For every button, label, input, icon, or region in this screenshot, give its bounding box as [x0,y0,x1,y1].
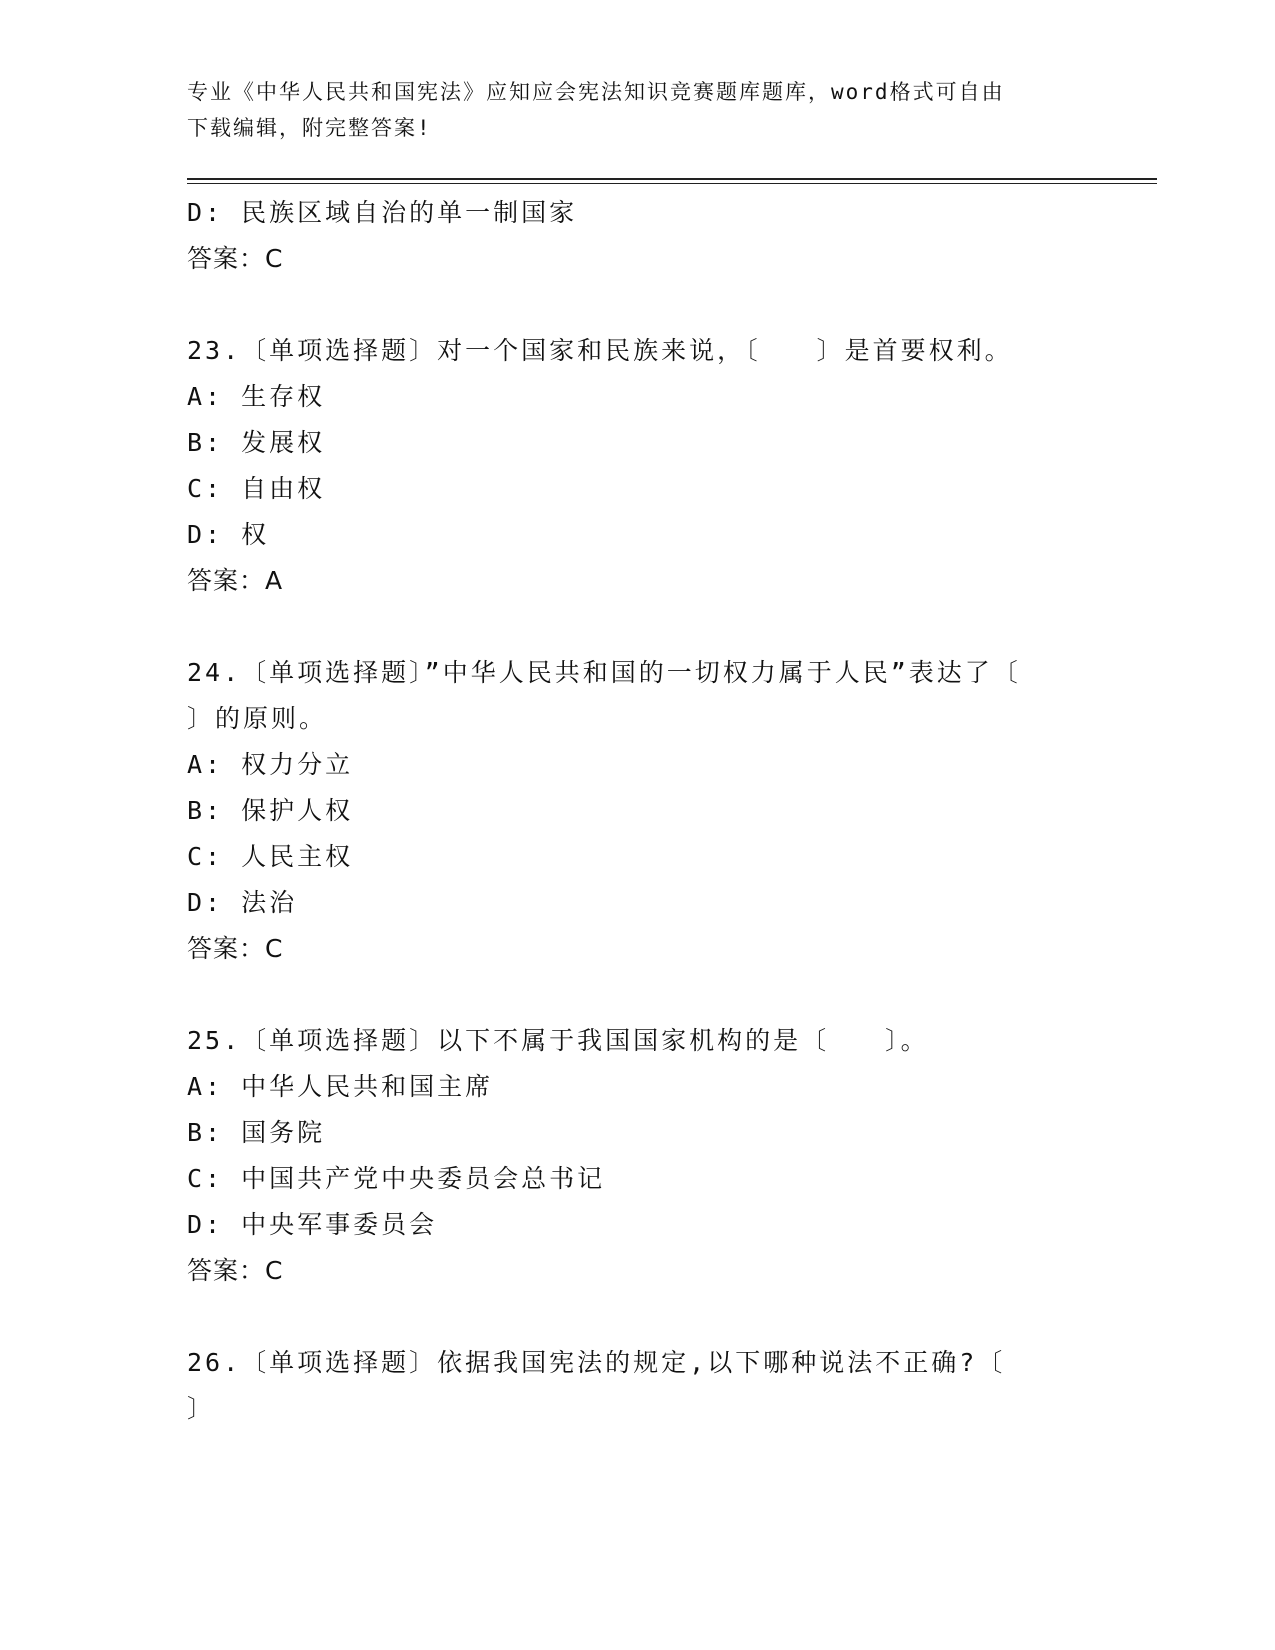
question-list [187,190,1087,1432]
option-c: C: 人民主权 [187,842,354,871]
option-b: B: 发展权 [187,428,326,457]
answer-line: 答案：C [187,1256,284,1285]
question-gap [187,282,1087,328]
option-c: C: 自由权 [187,474,326,503]
question-stem: 23.〔单项选择题〕对一个国家和民族来说，〔 〕是首要权利。 [187,336,1013,365]
answer-line: 答案：A [187,566,284,595]
question-stem-line-2: 〕 [187,1394,216,1423]
option-a: A: 权力分立 [187,750,354,779]
question-stem-line-1: 26.〔单项选择题〕依据我国宪法的规定,以下哪种说法不正确?〔 [187,1348,1006,1377]
question-22-tail [187,190,1087,282]
option-d: D: 中央军事委员会 [187,1210,438,1239]
option-a: A: 生存权 [187,382,326,411]
question-gap [187,604,1087,650]
question-stem-line-2: 〕的原则。 [187,704,328,733]
question-stem-line-1: 24.〔单项选择题〕”中华人民共和国的一切权力属于人民”表达了〔 [187,658,1021,687]
question-gap [187,1294,1087,1340]
option-a: A: 中华人民共和国主席 [187,1072,494,1101]
question-gap [187,972,1087,1018]
document-header [187,74,1067,146]
question-23 [187,328,1087,604]
header-line-2: 下载编辑，附完整答案! [187,116,432,140]
option-d: D: 法治 [187,888,298,917]
option-d: D: 权 [187,520,270,549]
question-25 [187,1018,1087,1294]
header-line-1: 专业《中华人民共和国宪法》应知应会宪法知识竞赛题库题库，word格式可自由 [187,80,1005,104]
header-divider-thick [187,178,1157,180]
answer-line: 答案：C [187,244,284,273]
option-c: C: 中国共产党中央委员会总书记 [187,1164,606,1193]
question-stem: 25.〔单项选择题〕以下不属于我国国家机构的是〔 〕。 [187,1026,929,1055]
question-24 [187,650,1087,972]
option-b: B: 保护人权 [187,796,354,825]
option-b: B: 国务院 [187,1118,326,1147]
header-divider-thin [187,183,1157,184]
question-26 [187,1340,1087,1432]
answer-line: 答案：C [187,934,284,963]
option-d: D: 民族区域自治的单一制国家 [187,198,578,227]
